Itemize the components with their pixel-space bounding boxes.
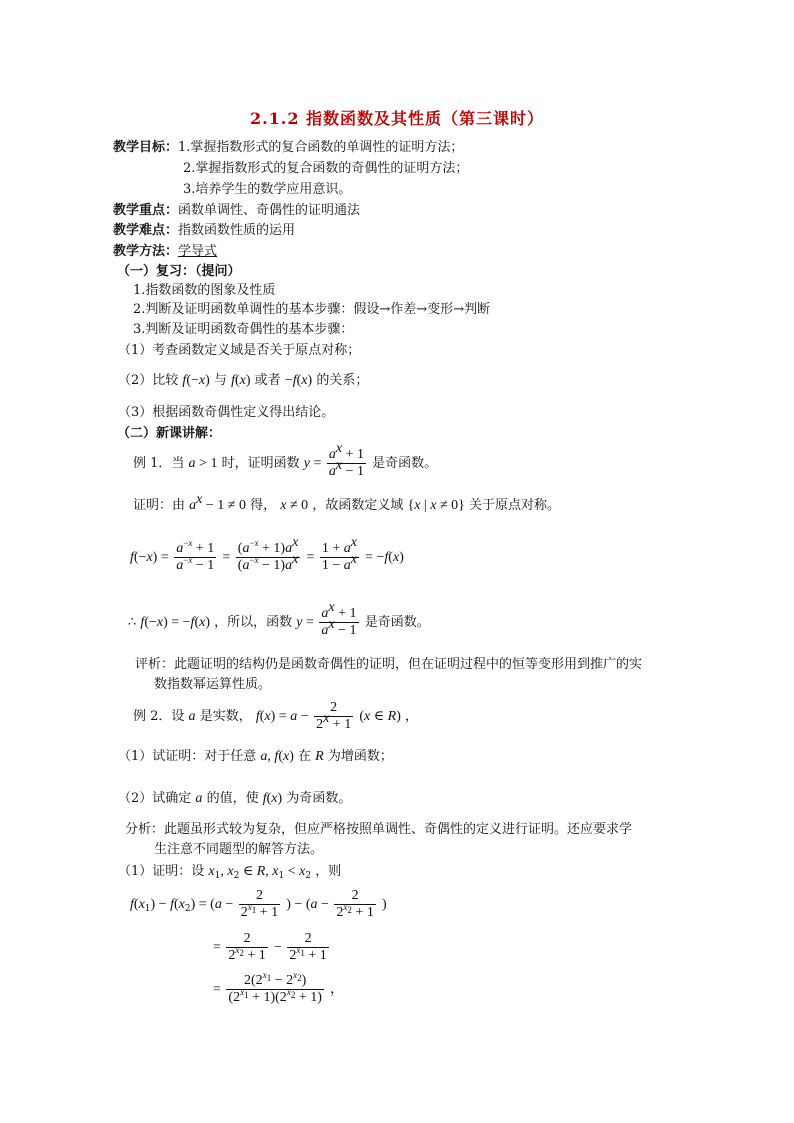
ex2-d1-frac-1: $\frac{2}{2^{x_1} + 1}$ [240, 888, 279, 920]
key-label: 教学重点： [113, 203, 179, 218]
ex2-text-a: 例 2．设 [133, 709, 185, 724]
method-text: 学导式 [178, 244, 218, 259]
q2-text-b: 的值，使 [206, 791, 259, 806]
conclusion-text-c: 是奇函数。 [364, 615, 430, 630]
q2-text-a: （2）试确定 [118, 791, 192, 806]
step2-text-d: 的关系； [316, 373, 369, 388]
formula-f-x: f [231, 373, 235, 388]
step2-text-a: （2）比较 [118, 373, 179, 388]
ex2-d3-frac: $\frac{2(2^{x_1} - 2^{x_2})}{(2^{x_1} + 1)(2^{x_2} + 1)}$ [228, 970, 322, 1005]
goal-item-2: 2.掌握指数形式的复合函数的奇偶性的证明方法； [183, 161, 469, 176]
review-step-2: （2）比较 f(−x) 与 f(x) 或者 −f(x) 的关系； [118, 373, 369, 388]
example-2-analysis-2: 生注意不同题型的解答方法。 [154, 842, 324, 857]
review-heading: （一）复习：（提问） [117, 264, 241, 279]
review-step-3: （3）根据函数奇偶性定义得出结论。 [118, 405, 335, 420]
step2-text-b: 与 [213, 373, 227, 388]
difficulty-label: 教学难点： [113, 223, 179, 238]
example-2-analysis-1: 分析：此题虽形式较为复杂，但应严格按照单调性、奇偶性的定义进行证明。还应要求学 [125, 822, 633, 837]
ex2-d2-frac-1: $\frac{2}{2^{x_2} + 1}$ [228, 931, 266, 963]
ex2-text-c: ， [405, 709, 419, 724]
ex1-fraction: $\frac{a^x + 1}{a^x - 1}$ [328, 441, 364, 479]
example-2-question-1: （1）试证明：对于任意 a, f(x) 在 R 为增函数； [118, 749, 393, 764]
goal-item-1: 1.掌握指数形式的复合函数的单调性的证明方法； [178, 140, 464, 155]
deriv-frac-3: $\frac{1 + a^x}{1 - a^x}$ [321, 535, 357, 573]
review-step-1: （1）考查函数定义域是否关于原点对称； [118, 343, 361, 358]
ex2-text-b: 是实数， [199, 709, 252, 724]
conclusion-fraction: $\frac{a^x + 1}{a^x - 1}$ [321, 600, 357, 638]
example-1-comment-1: 评析：此题证明的结构仍是函数奇偶性的证明，但在证明过程中的恒等变形用到推广的实 [135, 657, 643, 672]
review-item-2: 2.判断及证明函数单调性的基本步骤：假设→作差→变形→判断 [133, 302, 491, 317]
goal-item-3: 3.培养学生的数学应用意识。 [183, 182, 352, 197]
formula-neg-f-x: − [284, 373, 293, 388]
review-item-3: 3.判断及证明函数奇偶性的基本步骤： [133, 322, 354, 337]
example-2-question-2: （2）试确定 a 的值，使 f(x) 为奇函数。 [118, 791, 352, 806]
q2-text-c: 为奇函数。 [286, 791, 352, 806]
example-2-statement: 例 2．设 a 是实数， f(x) = a − $\frac{2}{2^x + 1}$ (x ∈ R) ， [133, 700, 419, 732]
goals-line-1 [113, 139, 463, 157]
key-line [113, 202, 360, 220]
ex2-fraction: $\frac{2}{2^x + 1}$ [316, 700, 352, 732]
therefore-symbol: ∴ [128, 615, 137, 630]
goals-label: 教学目标： [113, 140, 179, 155]
ex1-proof-a: 证明：由 [133, 498, 186, 513]
example-1-conclusion: ∴ f(−x) = −f(x) ，所以，函数 y = $\frac{a^x + 1}{a^x - 1}$ 是奇函数。 [128, 600, 430, 638]
conclusion-text-b: ，所以，函数 [214, 615, 293, 630]
q1-text-a: （1）试证明：对于任意 [118, 749, 257, 764]
deriv-frac-1: $\frac{a^{-x} + 1}{a^{-x} - 1}$ [176, 538, 215, 573]
example-2-proof-line: （1）证明：设 $x_1$, $x_2$ ∈ R, $x_1 < x_2$ ，则 [118, 864, 342, 881]
review-item-1: 1.指数函数的图象及性质 [133, 283, 276, 298]
page-title: 2.1.2 指数函数及其性质（第三课时） [249, 109, 545, 128]
formula-f-neg-x: f [182, 373, 187, 388]
method-label: 教学方法： [113, 244, 179, 259]
key-text: 函数单调性、奇偶性的证明通法 [178, 203, 361, 218]
difficulty-text: 指数函数性质的运用 [178, 223, 296, 238]
deriv-frac-2: $\frac{(a^{-x} + 1)a^x}{(a^{-x} - 1)a^x}$ [237, 535, 299, 573]
ex2-proof-b: ，则 [315, 864, 342, 879]
ex1-text-b: 时，证明函数 [221, 456, 300, 471]
step2-text-c: 或者 [254, 373, 281, 388]
ex1-proof-b: 得， [250, 498, 277, 513]
ex1-text-c: 是奇函数。 [372, 456, 438, 471]
ex2-d2-frac-2: $\frac{2}{2^{x_1} + 1}$ [289, 931, 327, 963]
newlesson-heading: （二）新课讲解： [117, 426, 222, 441]
q1-text-c: 为增函数； [327, 749, 393, 764]
difficulty-line [113, 222, 295, 240]
ex1-proof-d: 关于原点对称。 [469, 498, 561, 513]
ex2-d1-frac-2: $\frac{2}{2^{x_2} + 1}$ [336, 888, 374, 920]
ex2-derivation-line-1: $f(x_1) - f(x_2) = (a$ − $\frac{2}{2^{x_1} + 1}$ ) − (a − $\frac{2}{2^{x_2} + 1}$ ) [130, 888, 387, 920]
ex1-proof-c: ，故函数定义域 [312, 498, 404, 513]
ex1-text-a: 例 1．当 [133, 456, 185, 471]
q1-text-b: 在 [298, 749, 312, 764]
example-1-derivation: f(−x) = $\frac{a^{-x} + 1}{a^{-x} - 1}$ = $\frac{(a^{-x} + 1)a^x}{(a^{-x} - 1)a^x}$ = $\frac{1 + a^x}{1 - a^x}$ = −f(x) [130, 535, 404, 573]
ex2-derivation-line-2: = $\frac{2}{2^{x_2} + 1}$ − $\frac{2}{2^{x_1} + 1}$ [213, 931, 327, 963]
ex2-proof-a: （1）证明：设 [118, 864, 205, 879]
example-1-statement: 例 1．当 a > 1 时，证明函数 y = $\frac{a^x + 1}{a^x - 1}$ 是奇函数。 [133, 441, 438, 479]
example-1-proof-line: 证明：由 $a^x - 1 \ne 0$ 得， x ≠ 0 ，故函数定义域 {x | x ≠ 0} 关于原点对称。 [133, 492, 561, 513]
ex2-derivation-line-3: = $\frac{2(2^{x_1} - 2^{x_2})}{(2^{x_1} + 1)(2^{x_2} + 1)}$ ， [213, 970, 345, 1005]
example-1-comment-2: 数指数幂运算性质。 [154, 677, 272, 692]
method-line [113, 243, 217, 261]
